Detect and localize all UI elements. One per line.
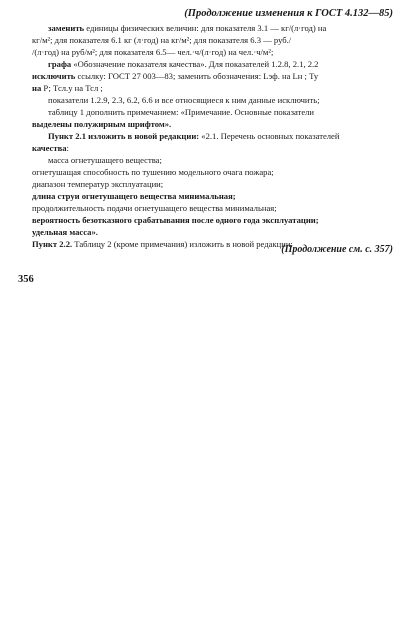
line-text: кг/м²; для показателя 6.1 кг (л·год) на кг/м²; для показателя 6.3 — руб./: [32, 35, 292, 45]
text-line: [32, 202, 394, 214]
line-text: таблицу 1 дополнить примечанием: «Примечание. Основные показатели: [48, 107, 315, 117]
line-text: показатели 1.2.9, 2.3, 6.2, 6.6 и все относящиеся к ним данные исключить;: [48, 95, 320, 105]
page-header: (Продолжение изменения к ГОСТ 4.132—85): [184, 8, 393, 19]
text-line: [32, 130, 394, 142]
line-text: ссылку: ГОСТ 27 003—83; заменить обозначения: Lэф. на Lн ; Ту: [75, 71, 319, 81]
bold-term: Пункт 2.2.: [32, 239, 73, 249]
text-line: [32, 22, 394, 34]
text-line: [32, 118, 394, 130]
bold-term: Пункт 2.1 изложить в новой редакции:: [48, 131, 200, 141]
line-text: длина струи огнетушащего вещества минимальная;: [32, 191, 236, 201]
line-text: огнетушащая способность по тушению модельного очага пожара;: [32, 167, 274, 177]
line-text: единицы физических величин: для показателя 3.1 — кг/(л·год) на: [84, 23, 327, 33]
line-text: «2.1. Перечень основных показателей: [199, 131, 340, 141]
document-body: [32, 22, 394, 250]
line-text: вероятность безотказного срабатывания после одного года эксплуатации;: [32, 215, 319, 225]
continuation-note: (Продолжение см. с. 357): [281, 244, 393, 255]
line-text: «Обозначение показателя качества». Для показателей 1.2.8, 2.1, 2.2: [71, 59, 319, 69]
bold-term: графа: [48, 59, 72, 69]
line-text: Р; Тсл.у на Тсл ;: [41, 83, 103, 93]
bold-term: заменить: [48, 23, 85, 33]
text-line: [32, 34, 394, 46]
text-line: [32, 94, 394, 106]
line-text: продолжительность подачи огнетушащего вещества минимальная;: [32, 203, 277, 213]
line-text: :: [66, 143, 69, 153]
text-line: [32, 82, 394, 94]
text-line: [32, 142, 394, 154]
text-line: [32, 46, 394, 58]
text-line: [32, 226, 394, 238]
line-text: диапазон температур эксплуатации;: [32, 179, 164, 189]
line-text: Таблицу 2 (кроме примечания) изложить в новой редакции:: [72, 239, 293, 249]
page-number: 356: [18, 274, 34, 285]
bold-term: исключить: [32, 71, 76, 81]
text-line: [32, 178, 394, 190]
text-line: [32, 214, 394, 226]
text-line: [32, 70, 394, 82]
line-text: масса огнетушащего вещества;: [48, 155, 162, 165]
bold-term: качества: [32, 143, 67, 153]
text-line: [32, 154, 394, 166]
text-line: [32, 190, 394, 202]
text-line: [32, 58, 394, 70]
text-line: [32, 106, 394, 118]
line-text: /(л·год) на руб/м²; для показателя 6.5— чел.·ч/(л·год) на чел.·ч/м²;: [32, 47, 274, 57]
line-text: удельная масса».: [32, 227, 98, 237]
bold-term: на: [32, 83, 42, 93]
text-line: [32, 166, 394, 178]
line-text: выделены полужирным шрифтом».: [32, 119, 172, 129]
